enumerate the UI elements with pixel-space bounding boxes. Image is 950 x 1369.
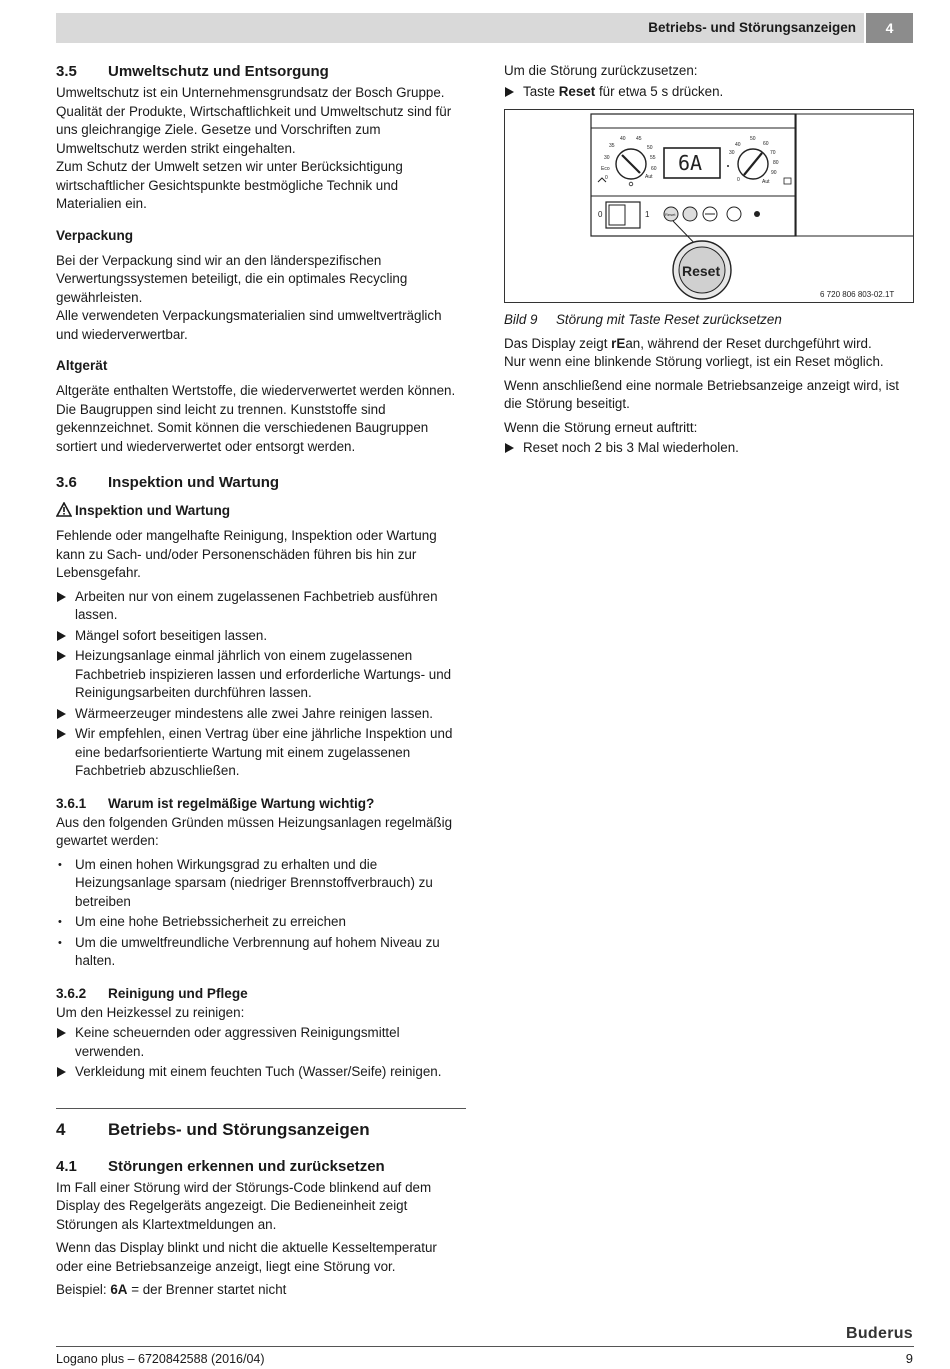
s41-paragraph-1: Im Fall einer Störung wird der Störungs-Code blinkend auf dem Display des Regelgeräts angezeigt. Die Bedieneinheit zeigt Störungen als Klartextmeldungen an.: [56, 1179, 432, 1232]
cleaning-steps-list: [56, 1024, 466, 1082]
list-item: Verkleidung mit einem feuchten Tuch (Wasser/Seife) reinigen.: [56, 1063, 466, 1082]
repeat-steps-list: [504, 439, 916, 458]
reset-paragraph-3: Wenn anschließend eine normale Betriebsanzeige anzeigt wird, ist die Störung beseitigt.: [504, 377, 899, 411]
dial-left-tick: 60: [651, 166, 657, 172]
dial-right-tick: 70: [770, 150, 776, 156]
dial-left-tick: 35: [609, 143, 615, 149]
switch-label-0: 0: [598, 210, 603, 219]
display-code: 6A: [678, 151, 703, 175]
list-item: Wir empfehlen, einen Vertrag über eine jährliche Inspektion und eine bedarfsorientierte Wartung mit einem zugelassenen Fachbetrieb abzuschließen.: [56, 725, 466, 781]
packaging-paragraph-1: Bei der Verpackung sind wir an den länderspezifischen Verwertungssystemen beteiligt, die ein optimales Recycling gewährleisten.: [56, 252, 408, 305]
page-number: 9: [905, 1351, 913, 1366]
section-3-5-heading: 3.5 Umweltschutz und Entsorgung: [56, 63, 329, 80]
section-4-1-heading: 4.1 Störungen erkennen und zurücksetzen: [56, 1157, 385, 1175]
reset-paragraph-2: Nur wenn eine blinkende Störung vorliegt, ist ein Reset möglich.: [504, 354, 884, 369]
list-item: Taste Reset für etwa 5 s drücken.: [504, 83, 916, 102]
figure-caption: Bild 9 Störung mit Taste Reset zurücksetzen: [504, 312, 782, 327]
list-item: Wärmeerzeuger mindestens alle zwei Jahre reinigen lassen.: [56, 705, 466, 724]
footer-document-id: Logano plus – 6720842588 (2016/04): [56, 1352, 265, 1366]
control-panel-figure: [504, 109, 914, 303]
s35-paragraph-1: Umweltschutz ist ein Unternehmensgrundsatz der Bosch Gruppe. Qualität der Produkte, Wirtschaftlichkeit und Umweltschutz sind für uns gleichrangige Ziele. Gesetze und Vorschriften zum Umweltschutz werden strikt eingehalten.: [56, 85, 452, 156]
dial-right-tick: 40: [735, 142, 741, 148]
s362-intro: Um den Heizkessel zu reinigen:: [56, 1004, 245, 1020]
reset-intro: Um die Störung zurückzusetzen:: [504, 63, 698, 78]
dial-right-tick: Aut: [762, 179, 770, 185]
warning-paragraph: Fehlende oder mangelhafte Reinigung, Inspektion oder Wartung kann zu Sach- und/oder Personenschäden führen bis hin zur Lebensgefahr.: [56, 528, 437, 580]
s361-intro: Aus den folgenden Gründen müssen Heizungsanlagen regelmäßig gewartet werden:: [56, 814, 453, 848]
s41-example: Beispiel: 6A = der Brenner startet nicht: [56, 1282, 287, 1297]
chapter-4-heading: 4 Betriebs- und Störungsanzeigen: [56, 1119, 370, 1139]
dial-right-tick: 60: [763, 141, 769, 147]
dial-left-tick: 50: [647, 145, 653, 151]
chapter-number-tab: 4: [866, 13, 913, 43]
figure-ref: 6 720 806 803-02.1T: [820, 290, 895, 299]
reset-paragraph-1: Das Display zeigt rEan, während der Reset durchgeführt wird.: [504, 335, 872, 351]
reset-steps-list: [504, 83, 916, 102]
dial-left-tick: 45: [636, 136, 642, 142]
warning-triangle-icon: [56, 502, 72, 517]
small-reset-label: Reset: [665, 212, 676, 217]
buderus-logo: Buderus: [846, 1325, 913, 1342]
control-panel-drawing: [505, 110, 913, 302]
dial-right-tick: 80: [773, 160, 779, 166]
dial-right-tick: 30: [729, 150, 735, 156]
list-item: Arbeiten nur von einem zugelassenen Fachbetrieb ausführen lassen.: [56, 588, 466, 625]
dial-right-tick: 90: [771, 170, 777, 176]
maintenance-reasons-list: [56, 856, 466, 971]
chapter-divider: [56, 1108, 466, 1109]
right-column: [504, 62, 916, 463]
dial-left-tick: 40: [620, 136, 626, 142]
list-item: • Um einen hohen Wirkungsgrad zu erhalten und die Heizungsanlage sparsam (niedriger Brennstoffverbrauch) zu betreiben: [56, 856, 466, 912]
reset-paragraph-4: Wenn die Störung erneut auftritt:: [504, 419, 698, 435]
inspection-steps-list: [56, 588, 466, 781]
reset-button-label: Reset: [682, 263, 721, 279]
footer-rule: [56, 1346, 914, 1347]
dial-left-tick: 30: [604, 155, 610, 161]
running-header-title: Betriebs- und Störungsanzeigen: [648, 20, 856, 35]
list-item: Reset noch 2 bis 3 Mal wiederholen.: [504, 439, 916, 458]
old-device-heading: Altgerät: [56, 358, 108, 373]
list-item: • Um eine hohe Betriebssicherheit zu erreichen: [56, 913, 466, 932]
list-item: Heizungsanlage einmal jährlich von einem zugelassenen Fachbetrieb inspizieren lassen und erforderliche Wartungs- und Reinigungsarbeiten durchführen lassen.: [56, 647, 466, 703]
packaging-paragraph-2: Alle verwendeten Verpackungsmaterialien sind umweltverträglich und wiederverwertbar.: [56, 308, 442, 342]
section-3-6-heading: 3.6 Inspektion und Wartung: [56, 474, 280, 491]
s35-paragraph-2: Zum Schutz der Umwelt setzen wir unter Berücksichtigung wirtschaftlicher Gesichtspunkte bestmögliche Technik und Materialien ein.: [56, 159, 403, 211]
dial-left-tick: Aut: [645, 174, 653, 180]
dial-right-tick: 0: [737, 177, 740, 183]
dial-left-tick: 0: [605, 175, 608, 181]
left-column: [56, 62, 466, 1305]
dial-right-tick: 50: [750, 136, 756, 142]
section-3-6-2-heading: 3.6.2 Reinigung und Pflege: [56, 985, 248, 1001]
dial-left-tick: 55: [650, 155, 656, 161]
switch-label-1: 1: [645, 210, 650, 219]
list-item: Keine scheuernden oder aggressiven Reinigungsmittel verwenden.: [56, 1024, 466, 1061]
dial-left-tick: Eco: [601, 166, 610, 172]
list-item: Mängel sofort beseitigen lassen.: [56, 627, 466, 646]
list-item: • Um die umweltfreundliche Verbrennung auf hohem Niveau zu halten.: [56, 934, 466, 971]
old-device-paragraph: Altgeräte enthalten Wertstoffe, die wiederverwertet werden können. Die Baugruppen sind leicht zu trennen. Kunststoffe sind gekennzeichnet. Somit können die verschiedenen Baugruppen sortiert und wiederverwertet oder entsorgt werden.: [56, 383, 456, 454]
s41-paragraph-2: Wenn das Display blinkt und nicht die aktuelle Kesseltemperatur oder eine Betriebsanzeige anzeigt, liegt eine Störung vor.: [56, 1240, 437, 1274]
warning-heading: Inspektion und Wartung: [56, 502, 466, 520]
header-bar: [56, 13, 864, 43]
section-3-6-1-heading: 3.6.1 Warum ist regelmäßige Wartung wichtig?: [56, 795, 375, 811]
packaging-heading: Verpackung: [56, 227, 134, 243]
